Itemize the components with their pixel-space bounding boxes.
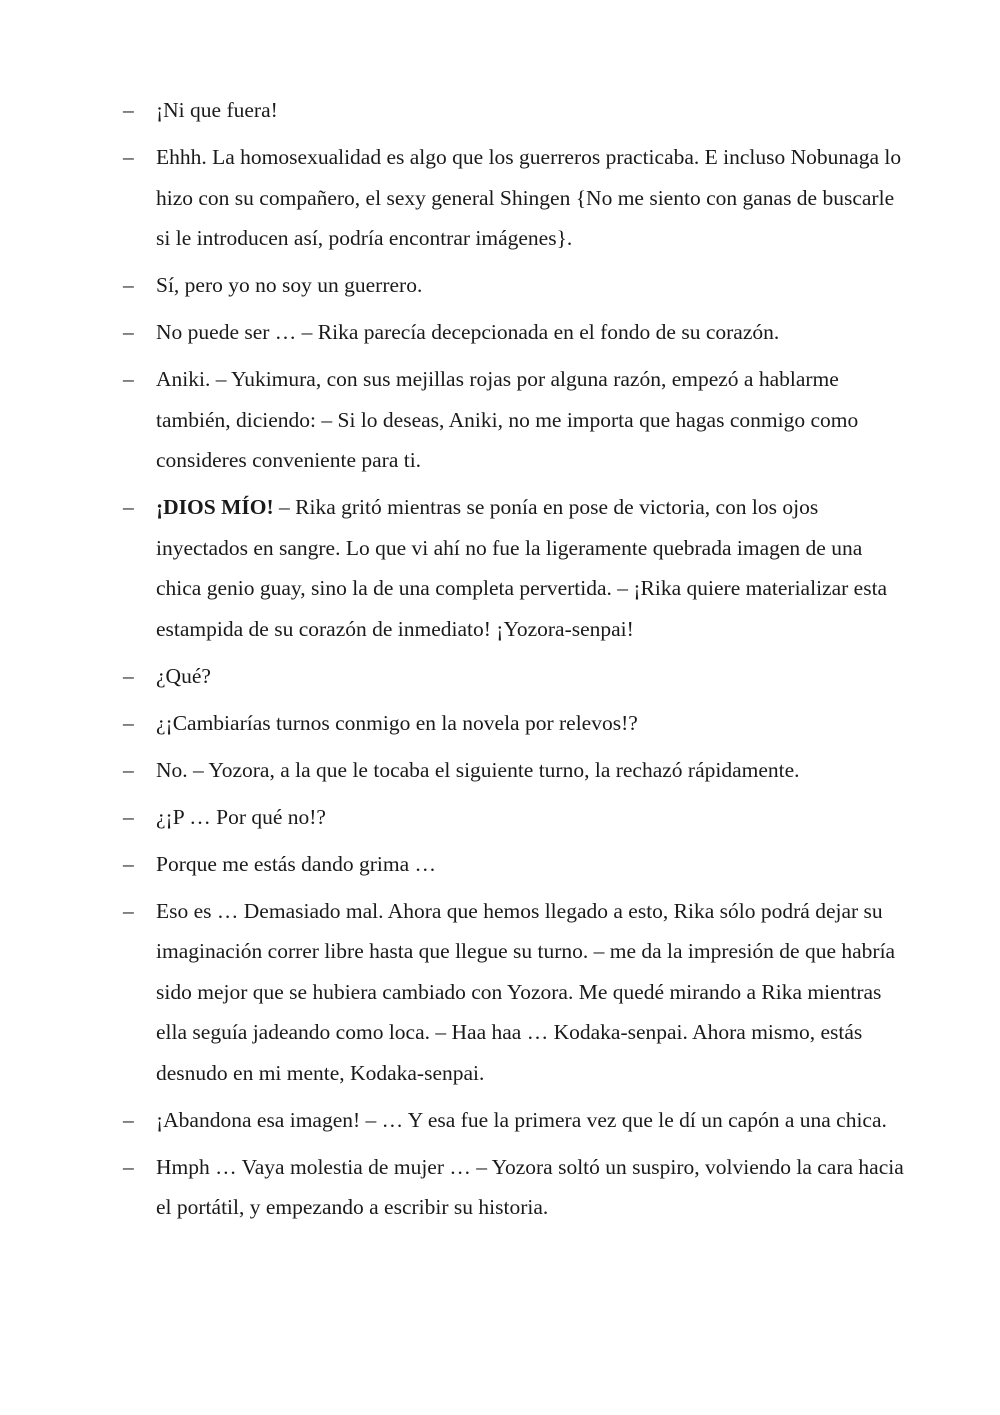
dialogue-text: ¿¡P … Por qué no!? [156,804,326,829]
dialogue-line [0,487,1000,649]
dialogue-text: ¿¡Cambiarías turnos conmigo en la novela por relevos!? [156,710,638,735]
dialogue-line [0,844,1000,885]
dialogue-text: Hmph … Vaya molestia de mujer … – Yozora soltó un suspiro, volviendo la cara hacia el portátil, y empezando a escribir su historia. [156,1154,904,1219]
dialogue-dash: – [123,804,134,829]
dialogue-line [0,1147,1000,1228]
dialogue-text: No. – Yozora, a la que le tocaba el siguiente turno, la rechazó rápidamente. [156,757,800,782]
dialogue-dash: – [123,145,134,169]
dialogue-line [0,703,1000,744]
dialogue-line [0,656,1000,697]
dialogue-text: ¡Ni que fuera! [156,98,278,122]
dialogue-dash: – [123,851,134,876]
dialogue-dash: – [123,710,134,735]
dialogue-text: Ehhh. La homosexualidad es algo que los guerreros practicaba. E incluso Nobunaga lo hizo con su compañero, el sexy general Shingen {No me siento con ganas de buscarle si le introducen así, podría encontrar imágenes}. [156,145,902,250]
dialogue-line [0,797,1000,838]
dialogue-dash: – [123,757,134,782]
dialogue-line [0,891,1000,1094]
dialogue-line [0,90,1000,131]
dialogue-dash: – [123,320,134,344]
dialogue-text: Sí, pero yo no soy un guerrero. [156,273,423,297]
dialogue-list [0,90,1000,1234]
dialogue-dash: – [123,663,134,688]
dialogue-dash: – [123,1107,134,1132]
dialogue-dash: – [123,98,134,122]
dialogue-text: Porque me estás dando grima … [156,851,437,876]
dialogue-line [0,265,1000,306]
dialogue-text: ¿Qué? [156,663,211,688]
dialogue-dash: – [123,367,134,391]
exclamation-bold: ¡DIOS MÍO! [156,495,274,519]
dialogue-dash: – [123,898,134,923]
dialogue-line [0,359,1000,481]
dialogue-dash: – [123,495,134,519]
dialogue-text: Eso es … Demasiado mal. Ahora que hemos llegado a esto, Rika sólo podrá dejar su imaginación correr libre hasta que llegue su turno. – me da la impresión de que habría sido mejor que se hubiera cambiado con Yozora. Me quedé mirando a Rika mientras ella seguía jadeando como loca. – Haa haa … Kodaka-senpai. Ahora mismo, estás desnudo en mi mente, Kodaka-senpai. [156,898,896,1085]
dialogue-text: No puede ser … – Rika parecía decepcionada en el fondo de su corazón. [156,320,780,344]
dialogue-text: Aniki. – Yukimura, con sus mejillas rojas por alguna razón, empezó a hablarme también, diciendo: – Si lo deseas, Aniki, no me importa que hagas conmigo como consideres conveniente para ti. [156,367,859,472]
dialogue-text: ¡Abandona esa imagen! – … Y esa fue la primera vez que le dí un capón a una chica. [156,1107,887,1132]
dialogue-dash: – [123,1154,134,1179]
dialogue-line [0,312,1000,353]
dialogue-line [0,137,1000,259]
dialogue-text: – Rika gritó mientras se ponía en pose de victoria, con los ojos inyectados en sangre. Lo que vi ahí no fue la ligeramente quebrada imagen de una chica genio guay, sino la de una completa pervertida. – ¡Rika quiere materializar esta estampida de su corazón de inmediato! ¡Yozora-senpai! [156,495,888,641]
dialogue-dash: – [123,273,134,297]
dialogue-line [0,1100,1000,1141]
dialogue-line [0,750,1000,791]
